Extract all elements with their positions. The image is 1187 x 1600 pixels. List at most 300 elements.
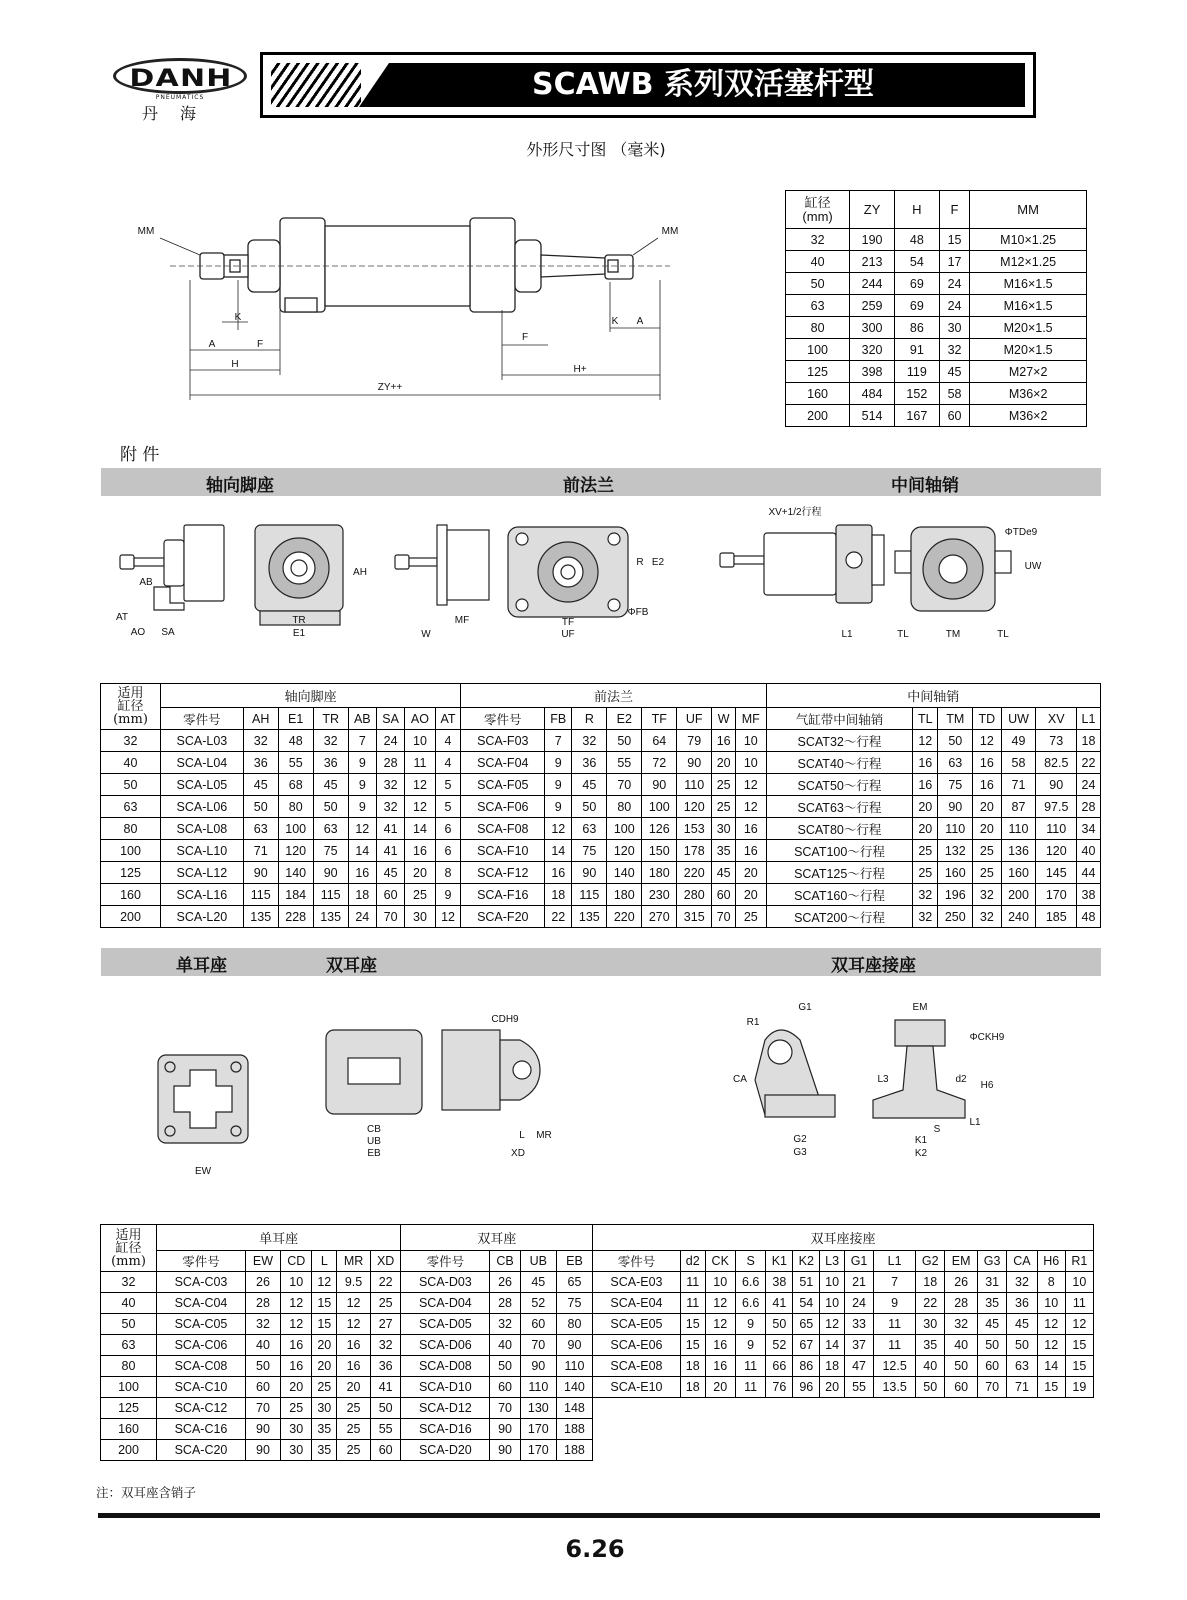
table-cell: 70 xyxy=(520,1335,556,1356)
table-cell: 15 xyxy=(1037,1377,1065,1398)
table-row xyxy=(101,1419,1094,1440)
table-cell: 86 xyxy=(793,1356,820,1377)
empty-cell xyxy=(1007,1398,1037,1419)
empty-cell xyxy=(820,1398,845,1419)
table-a-bore-header: 适用 缸径 (mm) xyxy=(101,684,161,730)
table-cell: 10 xyxy=(280,1272,312,1293)
column-header: CA xyxy=(1007,1251,1037,1272)
table-cell: SCA-L10 xyxy=(161,840,244,862)
table-cell: 40 xyxy=(786,251,850,273)
foot-label-ah: AH xyxy=(353,567,367,578)
front-boss xyxy=(515,240,541,292)
table-cell: 11 xyxy=(874,1335,916,1356)
table-cell: 54 xyxy=(793,1293,820,1314)
double-label-cb: CB xyxy=(367,1124,381,1135)
title-single-clevis: 单耳座 xyxy=(176,956,227,976)
table-cell: 160 xyxy=(101,1419,157,1440)
table-cell: 35 xyxy=(978,1293,1007,1314)
table-cell: 63 xyxy=(572,818,607,840)
clevis-bracket-diagram xyxy=(725,1000,1025,1190)
table-b-group-single: 单耳座 xyxy=(157,1225,401,1251)
table-cell: 32 xyxy=(370,1335,400,1356)
table-cell: 160 xyxy=(938,862,973,884)
table-cell: 90 xyxy=(520,1356,556,1377)
column-header: TM xyxy=(938,708,973,730)
table-cell: 41 xyxy=(376,818,404,840)
table-cell: 41 xyxy=(766,1293,793,1314)
cylinder-front-cap xyxy=(470,218,515,312)
column-header: K2 xyxy=(793,1251,820,1272)
table-cell: 12 xyxy=(337,1293,371,1314)
table-cell: 75 xyxy=(313,840,348,862)
table-b-group-double: 双耳座 xyxy=(401,1225,593,1251)
empty-cell xyxy=(874,1440,916,1461)
table-cell: 33 xyxy=(844,1314,873,1335)
table-cell: 40 xyxy=(916,1356,945,1377)
table-cell: 30 xyxy=(712,818,736,840)
empty-cell xyxy=(844,1419,873,1440)
table-cell: 72 xyxy=(642,752,677,774)
table-cell: 32 xyxy=(376,796,404,818)
table-cell: SCA-E05 xyxy=(593,1314,681,1335)
table-cell: 20 xyxy=(280,1377,312,1398)
table-cell: 50 xyxy=(101,774,161,796)
title-clevis-bracket: 双耳座接座 xyxy=(831,956,916,976)
table-cell: 30 xyxy=(280,1440,312,1461)
table-cell: 125 xyxy=(101,1398,157,1419)
table-cell: 8 xyxy=(1037,1272,1065,1293)
table-cell: 90 xyxy=(245,1419,280,1440)
column-header: TL xyxy=(913,708,938,730)
table-cell: SCA-D03 xyxy=(401,1272,490,1293)
bracket-label-g2: G2 xyxy=(793,1134,807,1145)
table-cell: 15 xyxy=(312,1314,337,1335)
table-cell: 48 xyxy=(894,229,939,251)
table-cell: 50 xyxy=(572,796,607,818)
table-cell: 514 xyxy=(850,405,895,427)
empty-cell xyxy=(1065,1440,1093,1461)
table-cell: 35 xyxy=(916,1335,945,1356)
table-cell: 12 xyxy=(1037,1314,1065,1335)
table-cell: 60 xyxy=(376,884,404,906)
trunnion-label-uw: UW xyxy=(1024,561,1042,572)
empty-cell xyxy=(680,1398,705,1419)
empty-cell xyxy=(874,1419,916,1440)
table-cell: SCA-D20 xyxy=(401,1440,490,1461)
table-cell: SCA-E10 xyxy=(593,1377,681,1398)
table-cell: 38 xyxy=(1077,884,1101,906)
table-cell: SCA-E06 xyxy=(593,1335,681,1356)
table-cell: SCA-E08 xyxy=(593,1356,681,1377)
label-f-left: F xyxy=(256,339,264,350)
table-cell: 150 xyxy=(642,840,677,862)
table-cell: 50 xyxy=(786,273,850,295)
table-cell: 126 xyxy=(642,818,677,840)
table-cell: 14 xyxy=(820,1335,845,1356)
table-cell: 60 xyxy=(490,1377,520,1398)
table-cell: 60 xyxy=(520,1314,556,1335)
table-cell: 9 xyxy=(735,1335,765,1356)
table-cell: 16 xyxy=(405,840,435,862)
table-cell: 167 xyxy=(894,405,939,427)
column-header: XV xyxy=(1036,708,1077,730)
table-a-body xyxy=(101,730,1101,928)
bracket-label-l3: L3 xyxy=(877,1074,889,1085)
table-cell: 70 xyxy=(245,1398,280,1419)
table-cell: 398 xyxy=(850,361,895,383)
title-banner xyxy=(260,52,1036,118)
table-cell: SCA-D10 xyxy=(401,1377,490,1398)
table-cell: 16 xyxy=(712,730,736,752)
table-cell: 24 xyxy=(348,906,376,928)
column-header: TF xyxy=(642,708,677,730)
table-cell: 50 xyxy=(245,1356,280,1377)
table-cell: 25 xyxy=(973,862,1001,884)
table-cell: SCA-C20 xyxy=(157,1440,246,1461)
table-row xyxy=(101,1314,1094,1335)
bracket-label-k1: K1 xyxy=(914,1135,928,1146)
table-cell: 16 xyxy=(913,752,938,774)
table-cell: 20 xyxy=(973,796,1001,818)
table-cell: 48 xyxy=(278,730,313,752)
table-b-subheader-row xyxy=(101,1251,1094,1272)
table-row xyxy=(101,774,1101,796)
table-cell: 52 xyxy=(766,1335,793,1356)
table-a-group-row xyxy=(101,684,1101,708)
table-cell: 66 xyxy=(766,1356,793,1377)
table-cell: 32 xyxy=(313,730,348,752)
table-cell: SCAT125～行程 xyxy=(766,862,913,884)
trunnion-label-xv: XV+1/2行程 xyxy=(768,507,822,518)
table-row xyxy=(786,317,1087,339)
table-cell: 60 xyxy=(939,405,970,427)
double-label-cd: CDH9 xyxy=(491,1014,519,1025)
table-cell: 10 xyxy=(736,752,766,774)
table-cell: 20 xyxy=(913,796,938,818)
table-cell: 7 xyxy=(545,730,572,752)
table-cell: SCA-L06 xyxy=(161,796,244,818)
column-header: SA xyxy=(376,708,404,730)
table-cell: 20 xyxy=(312,1335,337,1356)
table-cell: 36 xyxy=(313,752,348,774)
table-cell: 25 xyxy=(337,1419,371,1440)
empty-cell xyxy=(844,1440,873,1461)
table-cell: SCA-L20 xyxy=(161,906,244,928)
table-cell: 73 xyxy=(1036,730,1077,752)
label-k-left: K xyxy=(234,312,242,323)
table-cell: 34 xyxy=(1077,818,1101,840)
table-cell: 16 xyxy=(545,862,572,884)
table-row xyxy=(101,818,1101,840)
trunnion-label-td: ΦTDe9 xyxy=(1004,527,1038,538)
table-cell: 16 xyxy=(973,774,1001,796)
table-cell: 35 xyxy=(712,840,736,862)
table-cell: 32 xyxy=(973,906,1001,928)
bracket-label-h6: H6 xyxy=(980,1080,994,1091)
empty-cell xyxy=(916,1419,945,1440)
empty-cell xyxy=(735,1398,765,1419)
table-cell: 69 xyxy=(894,273,939,295)
table-row xyxy=(101,884,1101,906)
empty-cell xyxy=(593,1419,681,1440)
table-cell: 9.5 xyxy=(337,1272,371,1293)
column-header: CK xyxy=(705,1251,735,1272)
table-row xyxy=(786,251,1087,273)
flange-label-w: W xyxy=(421,629,431,640)
table-cell: 136 xyxy=(1001,840,1036,862)
label-mm-left: MM xyxy=(137,226,155,237)
table-cell: 100 xyxy=(642,796,677,818)
main-dimension-table xyxy=(785,190,1087,427)
foot-label-tr: TR xyxy=(292,615,306,626)
foot-label-e1: E1 xyxy=(292,628,306,639)
port xyxy=(285,298,317,312)
table-cell: 16 xyxy=(337,1356,371,1377)
column-header: H6 xyxy=(1037,1251,1065,1272)
table-cell: SCA-C03 xyxy=(157,1272,246,1293)
table-cell: 67 xyxy=(793,1335,820,1356)
table-cell: 26 xyxy=(245,1272,280,1293)
table-cell: 36 xyxy=(370,1356,400,1377)
table-row xyxy=(101,1377,1094,1398)
table-cell: 11 xyxy=(1065,1293,1093,1314)
table-cell: 50 xyxy=(313,796,348,818)
table-cell: 196 xyxy=(938,884,973,906)
column-header: G1 xyxy=(844,1251,873,1272)
table-cell: 120 xyxy=(607,840,642,862)
column-header: XD xyxy=(370,1251,400,1272)
table-row xyxy=(101,1356,1094,1377)
table-cell: 16 xyxy=(705,1356,735,1377)
table-cell: 12 xyxy=(1065,1314,1093,1335)
bracket-label-d2: d2 xyxy=(955,1074,967,1085)
table-cell: 18 xyxy=(820,1356,845,1377)
table-cell: 28 xyxy=(245,1293,280,1314)
column-header: EM xyxy=(945,1251,978,1272)
table-cell: 75 xyxy=(556,1293,592,1314)
page-number: 6.26 xyxy=(565,1535,625,1563)
table-cell: 20 xyxy=(712,752,736,774)
column-header: 零件号 xyxy=(401,1251,490,1272)
table-cell: 48 xyxy=(1077,906,1101,928)
table-cell: 120 xyxy=(677,796,712,818)
table-cell: 132 xyxy=(938,840,973,862)
empty-cell xyxy=(1065,1398,1093,1419)
column-header: UB xyxy=(520,1251,556,1272)
table-cell: 30 xyxy=(405,906,435,928)
table-cell: 25 xyxy=(405,884,435,906)
bracket-label-k2: K2 xyxy=(914,1148,928,1159)
table-cell: 60 xyxy=(978,1356,1007,1377)
table-cell: 20 xyxy=(337,1377,371,1398)
empty-cell xyxy=(593,1440,681,1461)
table-cell: 19 xyxy=(1065,1377,1093,1398)
table-cell: 32 xyxy=(939,339,970,361)
table-cell: 32 xyxy=(1007,1272,1037,1293)
table-cell: M16×1.5 xyxy=(970,295,1087,317)
table-cell: 110 xyxy=(1036,818,1077,840)
table-cell: 110 xyxy=(556,1356,592,1377)
table-cell: 24 xyxy=(844,1293,873,1314)
table-cell: 47 xyxy=(844,1356,873,1377)
empty-cell xyxy=(916,1440,945,1461)
table-cell: 25 xyxy=(337,1398,371,1419)
table-cell: 26 xyxy=(490,1272,520,1293)
table-row xyxy=(786,295,1087,317)
table-a-group-trunnion: 中间轴销 xyxy=(766,684,1100,708)
table-cell: 28 xyxy=(945,1293,978,1314)
table-cell: 16 xyxy=(337,1335,371,1356)
table-cell: 160 xyxy=(101,884,161,906)
table-cell: SCAT200～行程 xyxy=(766,906,913,928)
table-cell: 18 xyxy=(916,1272,945,1293)
table-cell: 35 xyxy=(312,1419,337,1440)
bracket-label-ca: CA xyxy=(733,1074,747,1085)
table-cell: 65 xyxy=(793,1314,820,1335)
table-cell: 32 xyxy=(786,229,850,251)
table-cell: 240 xyxy=(1001,906,1036,928)
table-cell: 25 xyxy=(712,796,736,818)
table-cell: M12×1.25 xyxy=(970,251,1087,273)
mount-table-b xyxy=(100,1224,1094,1461)
table-cell: 40 xyxy=(245,1335,280,1356)
table-cell: 11 xyxy=(874,1314,916,1335)
table-row xyxy=(786,339,1087,361)
table-cell: 45 xyxy=(520,1272,556,1293)
table-cell: 140 xyxy=(556,1377,592,1398)
table-cell: 50 xyxy=(938,730,973,752)
table-cell: 213 xyxy=(850,251,895,273)
table-cell: 45 xyxy=(1007,1314,1037,1335)
table-cell: 63 xyxy=(101,1335,157,1356)
table-cell: 11 xyxy=(680,1293,705,1314)
table-cell: SCAT100～行程 xyxy=(766,840,913,862)
section-bar-1 xyxy=(101,468,1101,496)
diagram-subtitle: 外形尺寸图 （毫米) xyxy=(526,140,666,159)
table-cell: 10 xyxy=(705,1272,735,1293)
table-cell: SCA-F16 xyxy=(461,884,545,906)
table-cell: 32 xyxy=(101,1272,157,1293)
column-header: TD xyxy=(973,708,1001,730)
table-cell: 70 xyxy=(376,906,404,928)
column-header: S xyxy=(735,1251,765,1272)
trunnion-diagram xyxy=(715,505,1045,670)
table-cell: 55 xyxy=(607,752,642,774)
table-cell: 12 xyxy=(705,1293,735,1314)
table-cell: 97.5 xyxy=(1036,796,1077,818)
table-cell: 70 xyxy=(712,906,736,928)
main-table-body xyxy=(786,229,1087,427)
table-cell: 9 xyxy=(348,796,376,818)
table-cell: 12 xyxy=(1037,1335,1065,1356)
column-header: UF xyxy=(677,708,712,730)
label-zy: ZY++ xyxy=(377,382,403,393)
double-label-eb: EB xyxy=(367,1148,381,1159)
column-header: L3 xyxy=(820,1251,845,1272)
table-cell: 9 xyxy=(874,1293,916,1314)
empty-cell xyxy=(1037,1398,1065,1419)
table-cell: SCA-L12 xyxy=(161,862,244,884)
empty-cell xyxy=(705,1419,735,1440)
table-cell: 71 xyxy=(1007,1377,1037,1398)
table-cell: 16 xyxy=(348,862,376,884)
logo-mark: DANH xyxy=(129,64,233,92)
empty-cell xyxy=(793,1398,820,1419)
header-f: F xyxy=(939,191,970,229)
table-cell: SCA-D12 xyxy=(401,1398,490,1419)
table-cell: 60 xyxy=(945,1377,978,1398)
table-cell: SCA-C10 xyxy=(157,1377,246,1398)
table-cell: 90 xyxy=(677,752,712,774)
column-header: AO xyxy=(405,708,435,730)
table-cell: 145 xyxy=(1036,862,1077,884)
table-a-group-flange: 前法兰 xyxy=(461,684,766,708)
table-cell: 32 xyxy=(101,730,161,752)
table-cell: SCA-C16 xyxy=(157,1419,246,1440)
table-cell: 75 xyxy=(938,774,973,796)
table-cell: 152 xyxy=(894,383,939,405)
table-cell: SCA-C04 xyxy=(157,1293,246,1314)
table-a-subheader-row xyxy=(101,708,1101,730)
empty-cell xyxy=(793,1440,820,1461)
table-cell: 32 xyxy=(913,884,938,906)
column-header: MR xyxy=(337,1251,371,1272)
table-cell: SCA-L04 xyxy=(161,752,244,774)
flange-label-mf: MF xyxy=(454,615,470,626)
table-cell: 41 xyxy=(370,1377,400,1398)
empty-cell xyxy=(593,1398,681,1419)
empty-cell xyxy=(1037,1440,1065,1461)
trunnion-label-tm: TM xyxy=(945,629,961,640)
table-cell: 190 xyxy=(850,229,895,251)
table-cell: 170 xyxy=(1036,884,1077,906)
flange-label-fb: ΦFB xyxy=(627,607,649,618)
table-cell: SCA-F10 xyxy=(461,840,545,862)
empty-cell xyxy=(766,1419,793,1440)
column-header: 气缸带中间轴销 xyxy=(766,708,913,730)
header-zy: ZY xyxy=(850,191,895,229)
table-cell: 12 xyxy=(913,730,938,752)
table-cell: 50 xyxy=(916,1377,945,1398)
table-cell: SCA-D05 xyxy=(401,1314,490,1335)
table-b-group-bracket: 双耳座接座 xyxy=(593,1225,1094,1251)
table-cell: 20 xyxy=(736,862,766,884)
table-cell: 79 xyxy=(677,730,712,752)
table-cell: M20×1.5 xyxy=(970,317,1087,339)
footnote: 注：双耳座含销子 xyxy=(96,1485,197,1500)
table-cell: 9 xyxy=(348,774,376,796)
table-cell: 82.5 xyxy=(1036,752,1077,774)
table-cell: 300 xyxy=(850,317,895,339)
table-cell: 64 xyxy=(642,730,677,752)
table-cell: 20 xyxy=(820,1377,845,1398)
column-header: CB xyxy=(490,1251,520,1272)
table-cell: SCAT63～行程 xyxy=(766,796,913,818)
column-header: E2 xyxy=(607,708,642,730)
table-cell: 25 xyxy=(280,1398,312,1419)
double-label-ub: UB xyxy=(367,1136,381,1147)
table-cell: 90 xyxy=(938,796,973,818)
table-cell: 12 xyxy=(545,818,572,840)
table-cell: 15 xyxy=(1065,1356,1093,1377)
table-cell: M20×1.5 xyxy=(970,339,1087,361)
table-cell: 36 xyxy=(1007,1293,1037,1314)
table-cell: 86 xyxy=(894,317,939,339)
table-cell: SCA-E03 xyxy=(593,1272,681,1293)
table-cell: 16 xyxy=(736,818,766,840)
empty-cell xyxy=(1007,1419,1037,1440)
label-h-right: H+ xyxy=(573,364,587,375)
